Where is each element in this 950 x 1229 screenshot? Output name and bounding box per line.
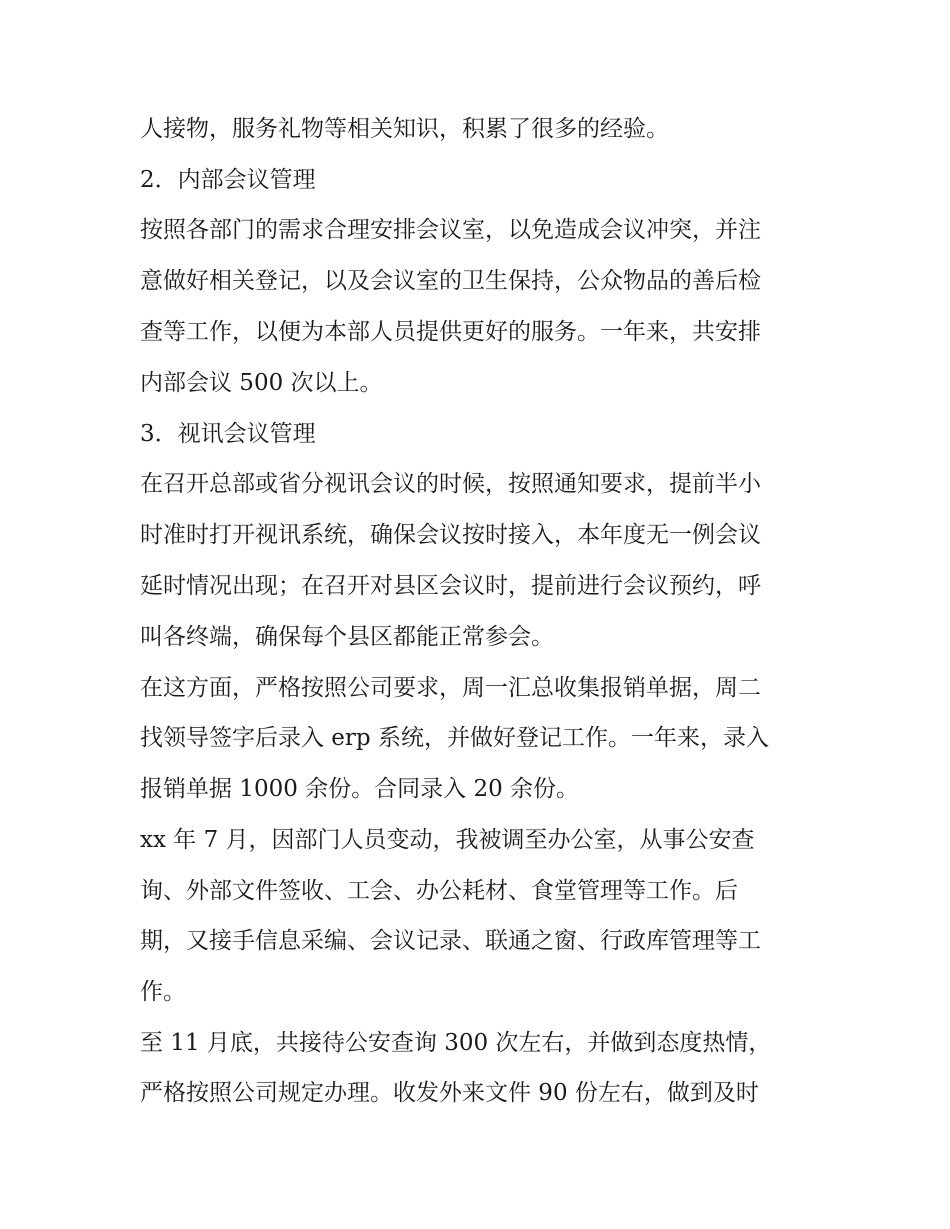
text-line: 意做好相关登记，以及会议室的卫生保持，公众物品的善后检 xyxy=(140,268,761,294)
text-line: 在这方面，严格按照公司要求，周一汇总收集报销单据，周二 xyxy=(140,675,761,701)
text-line: 报销单据 1000 余份。合同录入 20 余份。 xyxy=(140,776,580,802)
text-line: 延时情况出现；在召开对县区会议时，提前进行会议预约，呼 xyxy=(140,573,761,599)
text-line: 人接物，服务礼物等相关知识，积累了很多的经验。 xyxy=(140,116,669,142)
section-heading: 2．内部会议管理 xyxy=(140,167,316,193)
text-line: 询、外部文件签收、工会、办公耗材、食堂管理等工作。后 xyxy=(140,878,738,904)
text-line: 严格按照公司规定办理。收发外来文件 90 份左右，做到及时 xyxy=(140,1080,759,1106)
text-line: 至 11 月底，共接待公安查询 300 次左右，并做到态度热情， xyxy=(140,1030,772,1056)
text-line: xx 年 7 月，因部门人员变动，我被调至办公室，从事公安查 xyxy=(140,827,755,853)
text-line: 内部会议 500 次以上。 xyxy=(140,370,383,396)
text-line: 叫各终端，确保每个县区都能正常参会。 xyxy=(140,624,554,650)
text-line: 在召开总部或省分视讯会议的时候，按照通知要求，提前半小 xyxy=(140,471,761,497)
text-line: 按照各部门的需求合理安排会议室，以免造成会议冲突，并注 xyxy=(140,217,761,243)
text-line: 时准时打开视讯系统，确保会议按时接入，本年度无一例会议 xyxy=(140,522,761,548)
section-heading: 3．视讯会议管理 xyxy=(140,421,316,447)
text-line: 期，又接手信息采编、会议记录、联通之窗、行政库管理等工 xyxy=(140,928,761,954)
text-line: 找领导签字后录入 erp 系统，并做好登记工作。一年来，录入 xyxy=(140,725,769,751)
text-line: 查等工作，以便为本部人员提供更好的服务。一年来，共安排 xyxy=(140,319,761,345)
text-line: 作。 xyxy=(140,979,186,1005)
